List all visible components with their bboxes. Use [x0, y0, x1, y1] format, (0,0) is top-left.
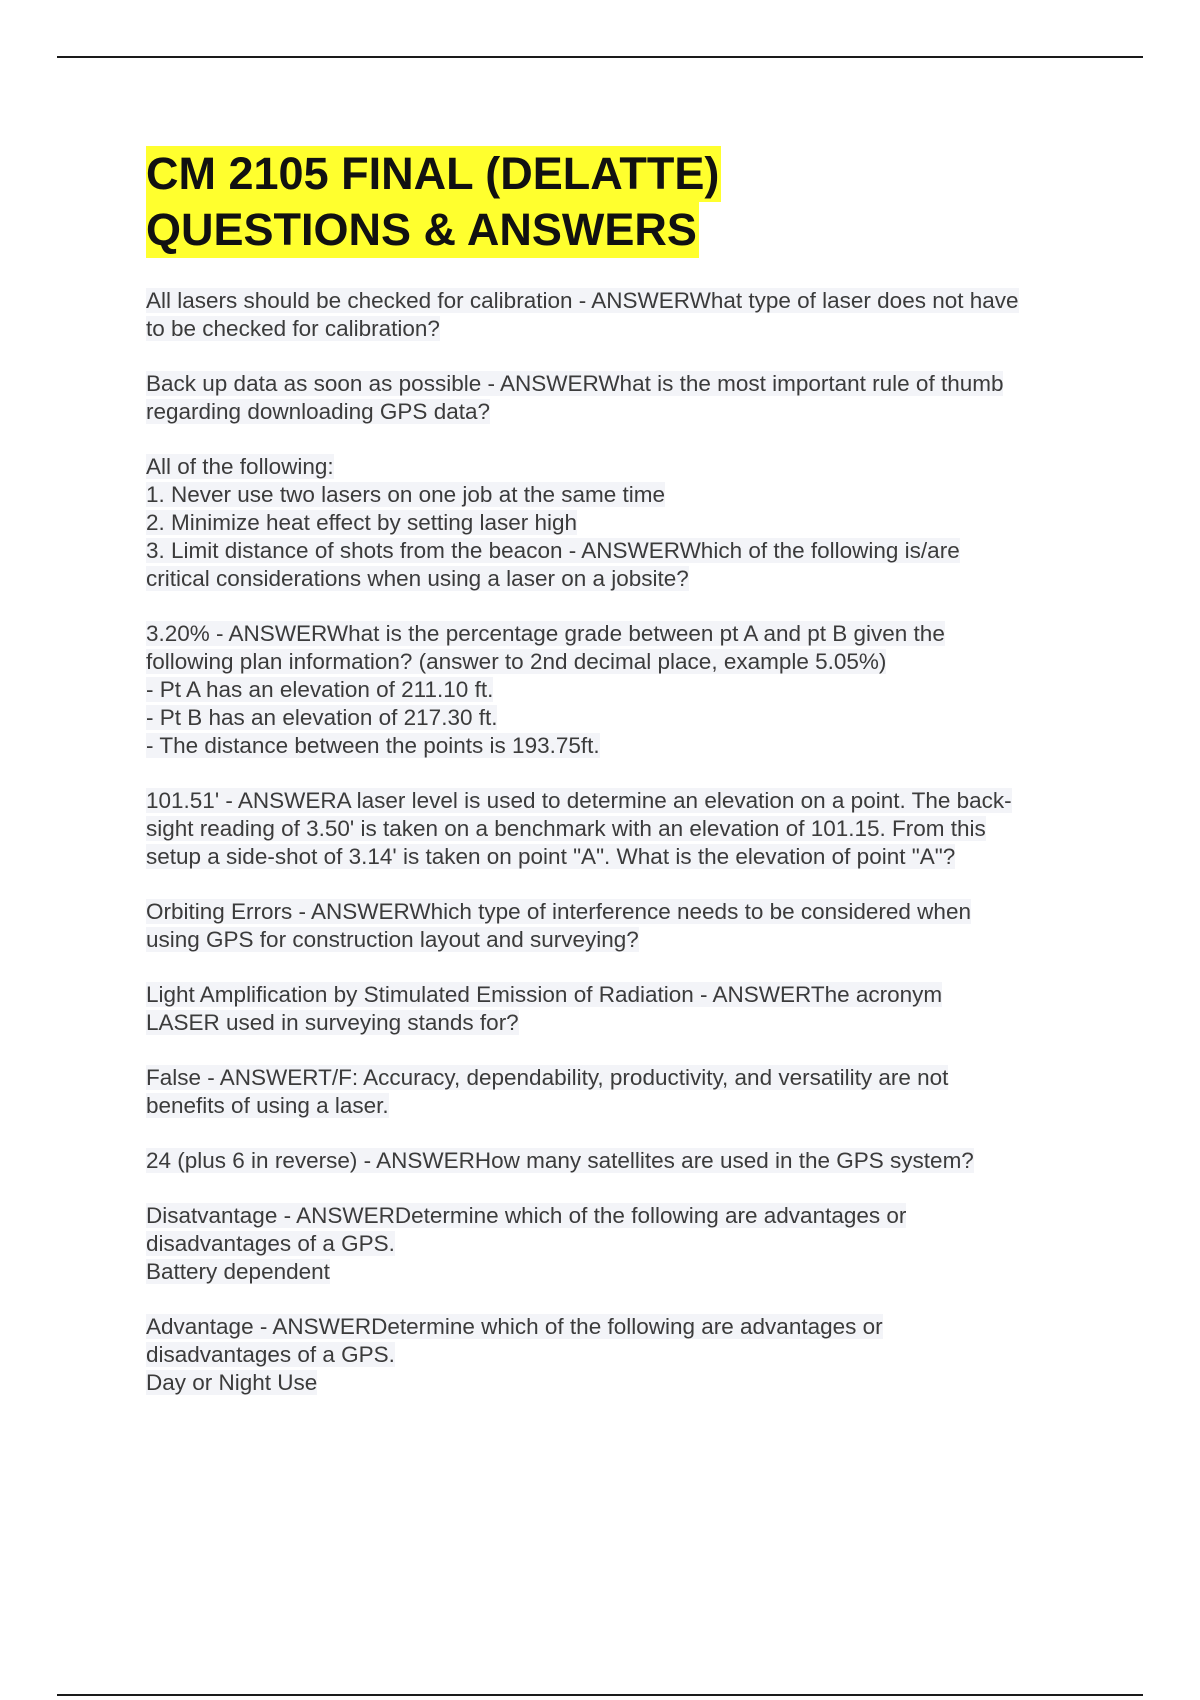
- qa-line-text: Orbiting Errors - ANSWERWhich type of interference needs to be considered when: [146, 899, 971, 924]
- qa-line-text: critical considerations when using a laser on a jobsite?: [146, 566, 689, 591]
- qa-line: [146, 676, 1096, 704]
- qa-item: [146, 453, 1096, 593]
- qa-item: [146, 1147, 1096, 1175]
- bottom-rule: [57, 1694, 1143, 1696]
- qa-item: [146, 1064, 1096, 1120]
- qa-line-text: Back up data as soon as possible - ANSWERWhat is the most important rule of thumb: [146, 371, 1004, 396]
- qa-line-text: All of the following:: [146, 454, 334, 479]
- qa-line-text: regarding downloading GPS data?: [146, 399, 490, 424]
- qa-line: [146, 1147, 1096, 1175]
- qa-line-text: 3.20% - ANSWERWhat is the percentage grade between pt A and pt B given the: [146, 621, 945, 646]
- qa-line-text: - Pt A has an elevation of 211.10 ft.: [146, 677, 494, 702]
- qa-line-text: sight reading of 3.50' is taken on a benchmark with an elevation of 101.15. From this: [146, 816, 986, 841]
- qa-line: [146, 1313, 1096, 1341]
- qa-line: [146, 315, 1096, 343]
- document-title: [146, 146, 1096, 258]
- qa-item: [146, 787, 1096, 871]
- qa-list: [146, 287, 1096, 1397]
- qa-line-text: Light Amplification by Stimulated Emission of Radiation - ANSWERThe acronym: [146, 982, 943, 1007]
- qa-line: [146, 398, 1096, 426]
- qa-item: [146, 287, 1096, 343]
- qa-line-text: 101.51' - ANSWERA laser level is used to determine an elevation on a point. The back-: [146, 788, 1012, 813]
- top-rule: [57, 56, 1143, 58]
- qa-line: [146, 926, 1096, 954]
- qa-item: [146, 620, 1096, 760]
- qa-line-text: Disatvantage - ANSWERDetermine which of the following are advantages or: [146, 1203, 907, 1228]
- qa-line: [146, 1092, 1096, 1120]
- qa-line-text: Advantage - ANSWERDetermine which of the following are advantages or: [146, 1314, 883, 1339]
- qa-line: [146, 1064, 1096, 1092]
- qa-line-text: All lasers should be checked for calibration - ANSWERWhat type of laser does not have: [146, 288, 1019, 313]
- qa-line-text: 2. Minimize heat effect by setting laser high: [146, 510, 578, 535]
- qa-line-text: 24 (plus 6 in reverse) - ANSWERHow many satellites are used in the GPS system?: [146, 1148, 974, 1173]
- qa-line: [146, 1202, 1096, 1230]
- qa-item: [146, 1202, 1096, 1286]
- qa-line: [146, 704, 1096, 732]
- page-content: [146, 146, 1096, 1424]
- title-line-2: QUESTIONS & ANSWERS: [146, 202, 699, 258]
- qa-line: [146, 565, 1096, 593]
- qa-line: [146, 509, 1096, 537]
- qa-line: [146, 787, 1096, 815]
- qa-line-text: Day or Night Use: [146, 1370, 318, 1395]
- qa-line: [146, 843, 1096, 871]
- qa-line-text: 1. Never use two lasers on one job at the same time: [146, 482, 666, 507]
- qa-line: [146, 1009, 1096, 1037]
- qa-line-text: - The distance between the points is 193.75ft.: [146, 733, 600, 758]
- qa-line: [146, 1258, 1096, 1286]
- qa-item: [146, 898, 1096, 954]
- qa-line: [146, 898, 1096, 926]
- qa-line: [146, 732, 1096, 760]
- qa-item: [146, 981, 1096, 1037]
- qa-line-text: Battery dependent: [146, 1259, 330, 1284]
- qa-line-text: False - ANSWERT/F: Accuracy, dependability, productivity, and versatility are not: [146, 1065, 949, 1090]
- title-line-1: CM 2105 FINAL (DELATTE): [146, 146, 721, 202]
- qa-line-text: disadvantages of a GPS.: [146, 1342, 395, 1367]
- qa-line-text: setup a side-shot of 3.14' is taken on point "A". What is the elevation of point "A"?: [146, 844, 956, 869]
- qa-line-text: using GPS for construction layout and surveying?: [146, 927, 639, 952]
- qa-item: [146, 1313, 1096, 1397]
- qa-line-text: - Pt B has an elevation of 217.30 ft.: [146, 705, 498, 730]
- qa-line: [146, 1341, 1096, 1369]
- qa-line-text: following plan information? (answer to 2nd decimal place, example 5.05%): [146, 649, 887, 674]
- qa-item: [146, 370, 1096, 426]
- qa-line: [146, 1369, 1096, 1397]
- qa-line-text: benefits of using a laser.: [146, 1093, 389, 1118]
- qa-line: [146, 1230, 1096, 1258]
- qa-line: [146, 537, 1096, 565]
- qa-line: [146, 287, 1096, 315]
- qa-line: [146, 453, 1096, 481]
- qa-line: [146, 648, 1096, 676]
- qa-line: [146, 815, 1096, 843]
- qa-line: [146, 370, 1096, 398]
- qa-line: [146, 620, 1096, 648]
- qa-line-text: LASER used in surveying stands for?: [146, 1010, 519, 1035]
- qa-line-text: 3. Limit distance of shots from the beacon - ANSWERWhich of the following is/are: [146, 538, 960, 563]
- qa-line-text: to be checked for calibration?: [146, 316, 440, 341]
- qa-line: [146, 981, 1096, 1009]
- qa-line: [146, 481, 1096, 509]
- qa-line-text: disadvantages of a GPS.: [146, 1231, 395, 1256]
